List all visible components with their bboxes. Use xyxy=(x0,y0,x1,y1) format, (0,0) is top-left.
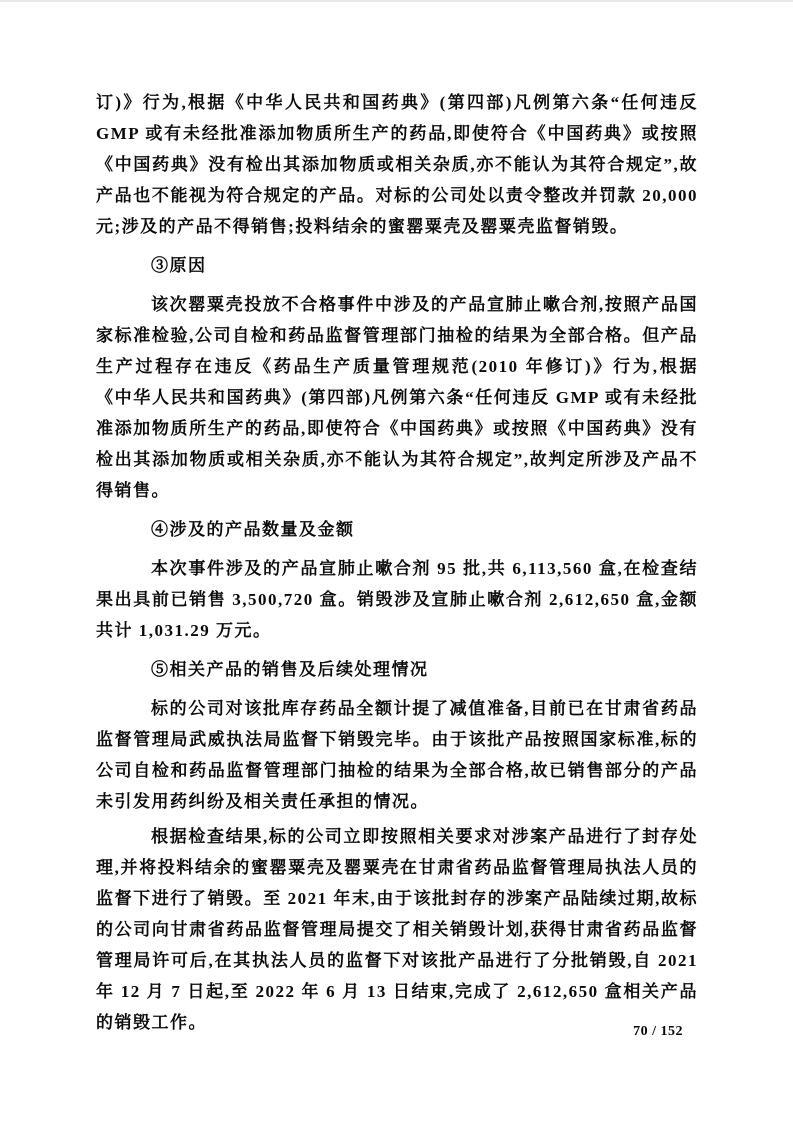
section-heading-quantity-amount: ④涉及的产品数量及金额 xyxy=(151,520,355,539)
paragraph-followup-impairment: 标的公司对该批库存药品全额计提了减值准备,目前已在甘肃省药品监督管理局武威执法局监督下销毁完毕。由于该批产品按照国家标准,标的公司自检和药品监督管理部门抽检的结果为全部合格,故已销售部分的产品未引发用药纠纷及相关责任承担的情况。 xyxy=(96,699,698,811)
page-content xyxy=(96,87,698,1042)
scan-top-edge xyxy=(0,0,793,2)
section-heading-sales-followup: ⑤相关产品的销售及后续处理情况 xyxy=(151,660,429,679)
page-number: 70 / 152 xyxy=(633,1024,683,1039)
paragraph-reason: 该次罂粟壳投放不合格事件中涉及的产品宣肺止嗽合剂,按照产品国家标准检验,公司自检和药品监督管理部门抽检的结果为全部合格。但产品生产过程存在违反《药品生产质量管理规范(2010 年修订)》行为,根据《中华人民共和国药典》(第四部)凡例第六条“任何违反 GMP 或有未经批准添加物质所生产的药品,即使符合《中国药典》或按照《中国药典》没有检出其添加物质或相关杂质,亦不能认为其符合规定”,故判定所涉及产品不得销售。 xyxy=(96,295,698,500)
paragraph-followup-destruction: 根据检查结果,标的公司立即按照相关要求对涉案产品进行了封存处理,并将投料结余的蜜罂粟壳及罂粟壳在甘肃省药品监督管理局执法人员的监督下进行了销毁。至 2021 年末,由于该批封存的涉案产品陆续过期,故标的公司向甘肃省药品监督管理局提交了相关销毁计划,获得甘肃省药品监督管理局许可后,在其执法人员的监督下对该批产品进行了分批销毁,自 2021 年 12 月 7 日起,至 2022 年 6 月 13 日结束,完成了 2,612,650 盒相关产品的销毁工作。 xyxy=(96,827,698,1032)
paragraph-quantity-amount: 本次事件涉及的产品宣肺止嗽合剂 95 批,共 6,113,560 盒,在检查结果出具前已销售 3,500,720 盒。销毁涉及宣肺止嗽合剂 2,612,650 盒,金额共计 1,031.29 万元。 xyxy=(96,559,698,640)
section-heading-reason: ③原因 xyxy=(151,256,207,275)
paragraph-penalty-continuation: 订)》行为,根据《中华人民共和国药典》(第四部)凡例第六条“任何违反GMP 或有未经批准添加物质所生产的药品,即使符合《中国药典》或按照《中国药典》没有检出其添加物质或相关杂质,亦不能认为其符合规定”,故产品也不能视为符合规定的产品。对标的公司处以责令整改并罚款 20,000 元;涉及的产品不得销售;投料结余的蜜罂粟壳及罂粟壳监督销毁。 xyxy=(96,93,698,236)
